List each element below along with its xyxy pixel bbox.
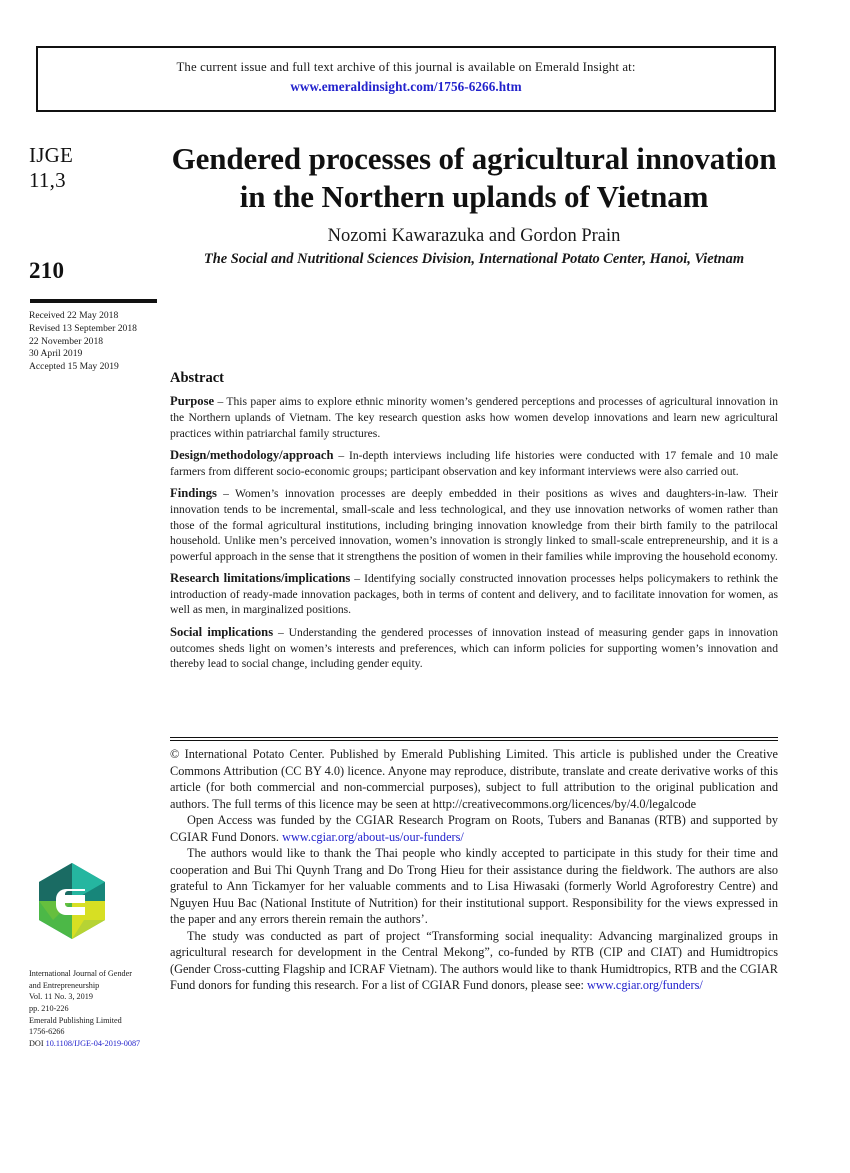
notes-divider: [170, 737, 778, 741]
notes-section: [170, 746, 778, 994]
footer-metadata: [29, 968, 169, 1049]
journal-abbreviation: IJGE: [29, 143, 73, 167]
abstract-research-limitations-label: Research limitations/implications: [170, 571, 351, 586]
copyright-note: © International Potato Center. Published by Emerald Publishing Limited. This article is published under the Creative Commons Attribution (CC BY 4.0) licence. Anyone may reproduce, distribute, translate and create derivative works of this article (for both commercial and non-commercial purposes), subject to full attribution to the original publication and authors. The full terms of this licence may be seen at http://creativecommons.org/licences/by/4.0/legalcode: [170, 747, 778, 811]
title-block: [170, 140, 778, 268]
project-funding-note: [170, 928, 778, 994]
acknowledgement-note: The authors would like to thank the Thai people who kindly accepted to participate in this study for their time and cooperation and Bui Thi Quynh Trang and Do Trong Hieu for their assistance during the fieldwork. The authors are also grateful to Ann Tickamyer for her valuable comments and to Lisa Hiwasaki (formerly World Agroforestry Centre) and Nguyen Huu Bac (National Institute of Nutrition) for their institutional support. Responsibility for the views expressed in the paper and any errors therein remain the authors’.: [170, 846, 778, 927]
abstract-research-limitations-text: Identifying socially constructed innovation processes helps policymakers to rethink the introduction of ready-made innovation packages, both in terms of content and delivery, and to facilitate innovation for women, as well as men, in marginalized positions.: [170, 572, 778, 617]
date-received: Received 22 May 2018: [29, 310, 119, 321]
author-list: Nozomi Kawarazuka and Gordon Prain: [327, 225, 621, 246]
abstract-social-implications-label: Social implications: [170, 624, 274, 639]
abstract-social-implications-text: Understanding the gendered processes of innovation instead of measuring gender gaps in innovation outcomes sheds light on women’s interests and preferences, which can inform policies for supporting women’s innovation and thereby lead to social change, including gender equity.: [170, 625, 779, 671]
abstract-findings-label: Findings: [170, 486, 217, 501]
doi-label: DOI: [29, 1038, 46, 1048]
abstract-design: [170, 447, 778, 479]
cgiar-funders-link[interactable]: www.cgiar.org/about-us/our-funders/: [282, 829, 464, 844]
abstract-design-text: In-depth interviews including life histories were conducted with 17 female and 10 male farmers from different socio-economic groups; participant observation and key informant interviews were also carried out.: [170, 449, 778, 478]
abstract-findings: [170, 485, 778, 564]
footer-publisher: Emerald Publishing Limited: [29, 1015, 122, 1025]
footer-journal-name-1: International Journal of Gender: [29, 969, 132, 978]
abstract-social-implications: [170, 624, 778, 672]
date-revised-1: Revised 13 September 2018: [29, 322, 137, 334]
abstract-purpose-dash: –: [214, 395, 227, 409]
abstract-findings-text: Women’s innovation processes are deeply embedded in their positions as wives and daughters-in-law. Their innovation tends to be incremental, small-scale and less technological, and they use innovation networks of women rather than those of the formal agricultural institutions, including bringing innovation knowledge from their birth family to the patrilocal household. Unlike men’s perceived innovation, women’s innovation is strongly linked to small-scale entrepreneurship, and it is a powerful approach in the sense that it strengthens the position of women in their families while improving the household economy.: [170, 487, 778, 563]
cgiar-funders-list-link[interactable]: www.cgiar.org/funders/: [587, 978, 703, 993]
abstract-research-limitations: [170, 570, 778, 618]
open-access-note: [170, 812, 778, 845]
emerald-logo: [39, 863, 105, 939]
open-access-text: Open Access was funded by the CGIAR Research Program on Roots, Tubers and Bananas (RTB) and supported by CGIAR Fund Donors.: [170, 813, 778, 844]
affiliation: The Social and Nutritional Sciences Division, International Potato Center, Hanoi, Vietnam: [203, 250, 745, 267]
abstract-heading: Abstract: [170, 370, 224, 386]
abstract-purpose-label: Purpose: [170, 394, 215, 409]
page-number: 210: [29, 258, 65, 283]
footer-page-range: pp. 210-226: [29, 1003, 69, 1013]
insight-availability-text: The current issue and full text archive of this journal is available on Emerald Insight at:: [176, 60, 636, 74]
emerald-insight-link[interactable]: www.emeraldinsight.com/1756-6266.htm: [290, 78, 522, 94]
abstract-findings-dash: –: [216, 487, 236, 501]
journal-code-block: [29, 143, 161, 193]
project-funding-text: The study was conducted as part of project “Transforming social inequality: Advancing marginalized groups in agricultural research for development in the Central Mekong”, co-funded by RTB (CIP and CIAT) and Humidtropics (Gender Cross-cutting Flagship and ICRAF Vietnam). The authors would like to thank Humidtropics, RTB and the CGIAR Fund donors for funding this research. For a list of CGIAR Fund donors, please see:: [170, 928, 778, 993]
abstract-research-limitations-dash: –: [350, 572, 365, 586]
footer-issn: 1756-6266: [29, 1027, 65, 1037]
abstract-section: [170, 370, 778, 678]
date-accepted: Accepted 15 May 2019: [29, 361, 119, 372]
abstract-social-implications-dash: –: [273, 625, 289, 639]
journal-volume-issue: 11,3: [29, 167, 66, 192]
footer-doi: [29, 1038, 169, 1050]
abstract-purpose-text: This paper aims to explore ethnic minority women’s gendered perceptions and processes of agricultural innovation in the Northern uplands of Vietnam. The key research question asks how women develop innovations and learn new agricultural practices within patriarchal family structures.: [170, 395, 778, 440]
abstract-design-dash: –: [333, 449, 349, 463]
doi-link[interactable]: 10.1108/IJGE-04-2019-0087: [45, 1038, 141, 1048]
folio-rule: [30, 299, 157, 303]
emerald-insight-box: [36, 46, 776, 112]
footer-volume-issue: Vol. 11 No. 3, 2019: [29, 992, 93, 1002]
footer-journal-name-2: and Entrepreneurship: [29, 980, 100, 990]
date-revised-2: 22 November 2018: [29, 335, 104, 347]
abstract-design-label: Design/methodology/approach: [170, 448, 334, 463]
abstract-purpose: [170, 393, 778, 441]
date-revised-3: 30 April 2019: [29, 348, 83, 360]
page-title: Gendered processes of agricultural innovation in the Northern uplands of Vietnam: [171, 141, 777, 214]
submission-dates: [29, 310, 169, 374]
